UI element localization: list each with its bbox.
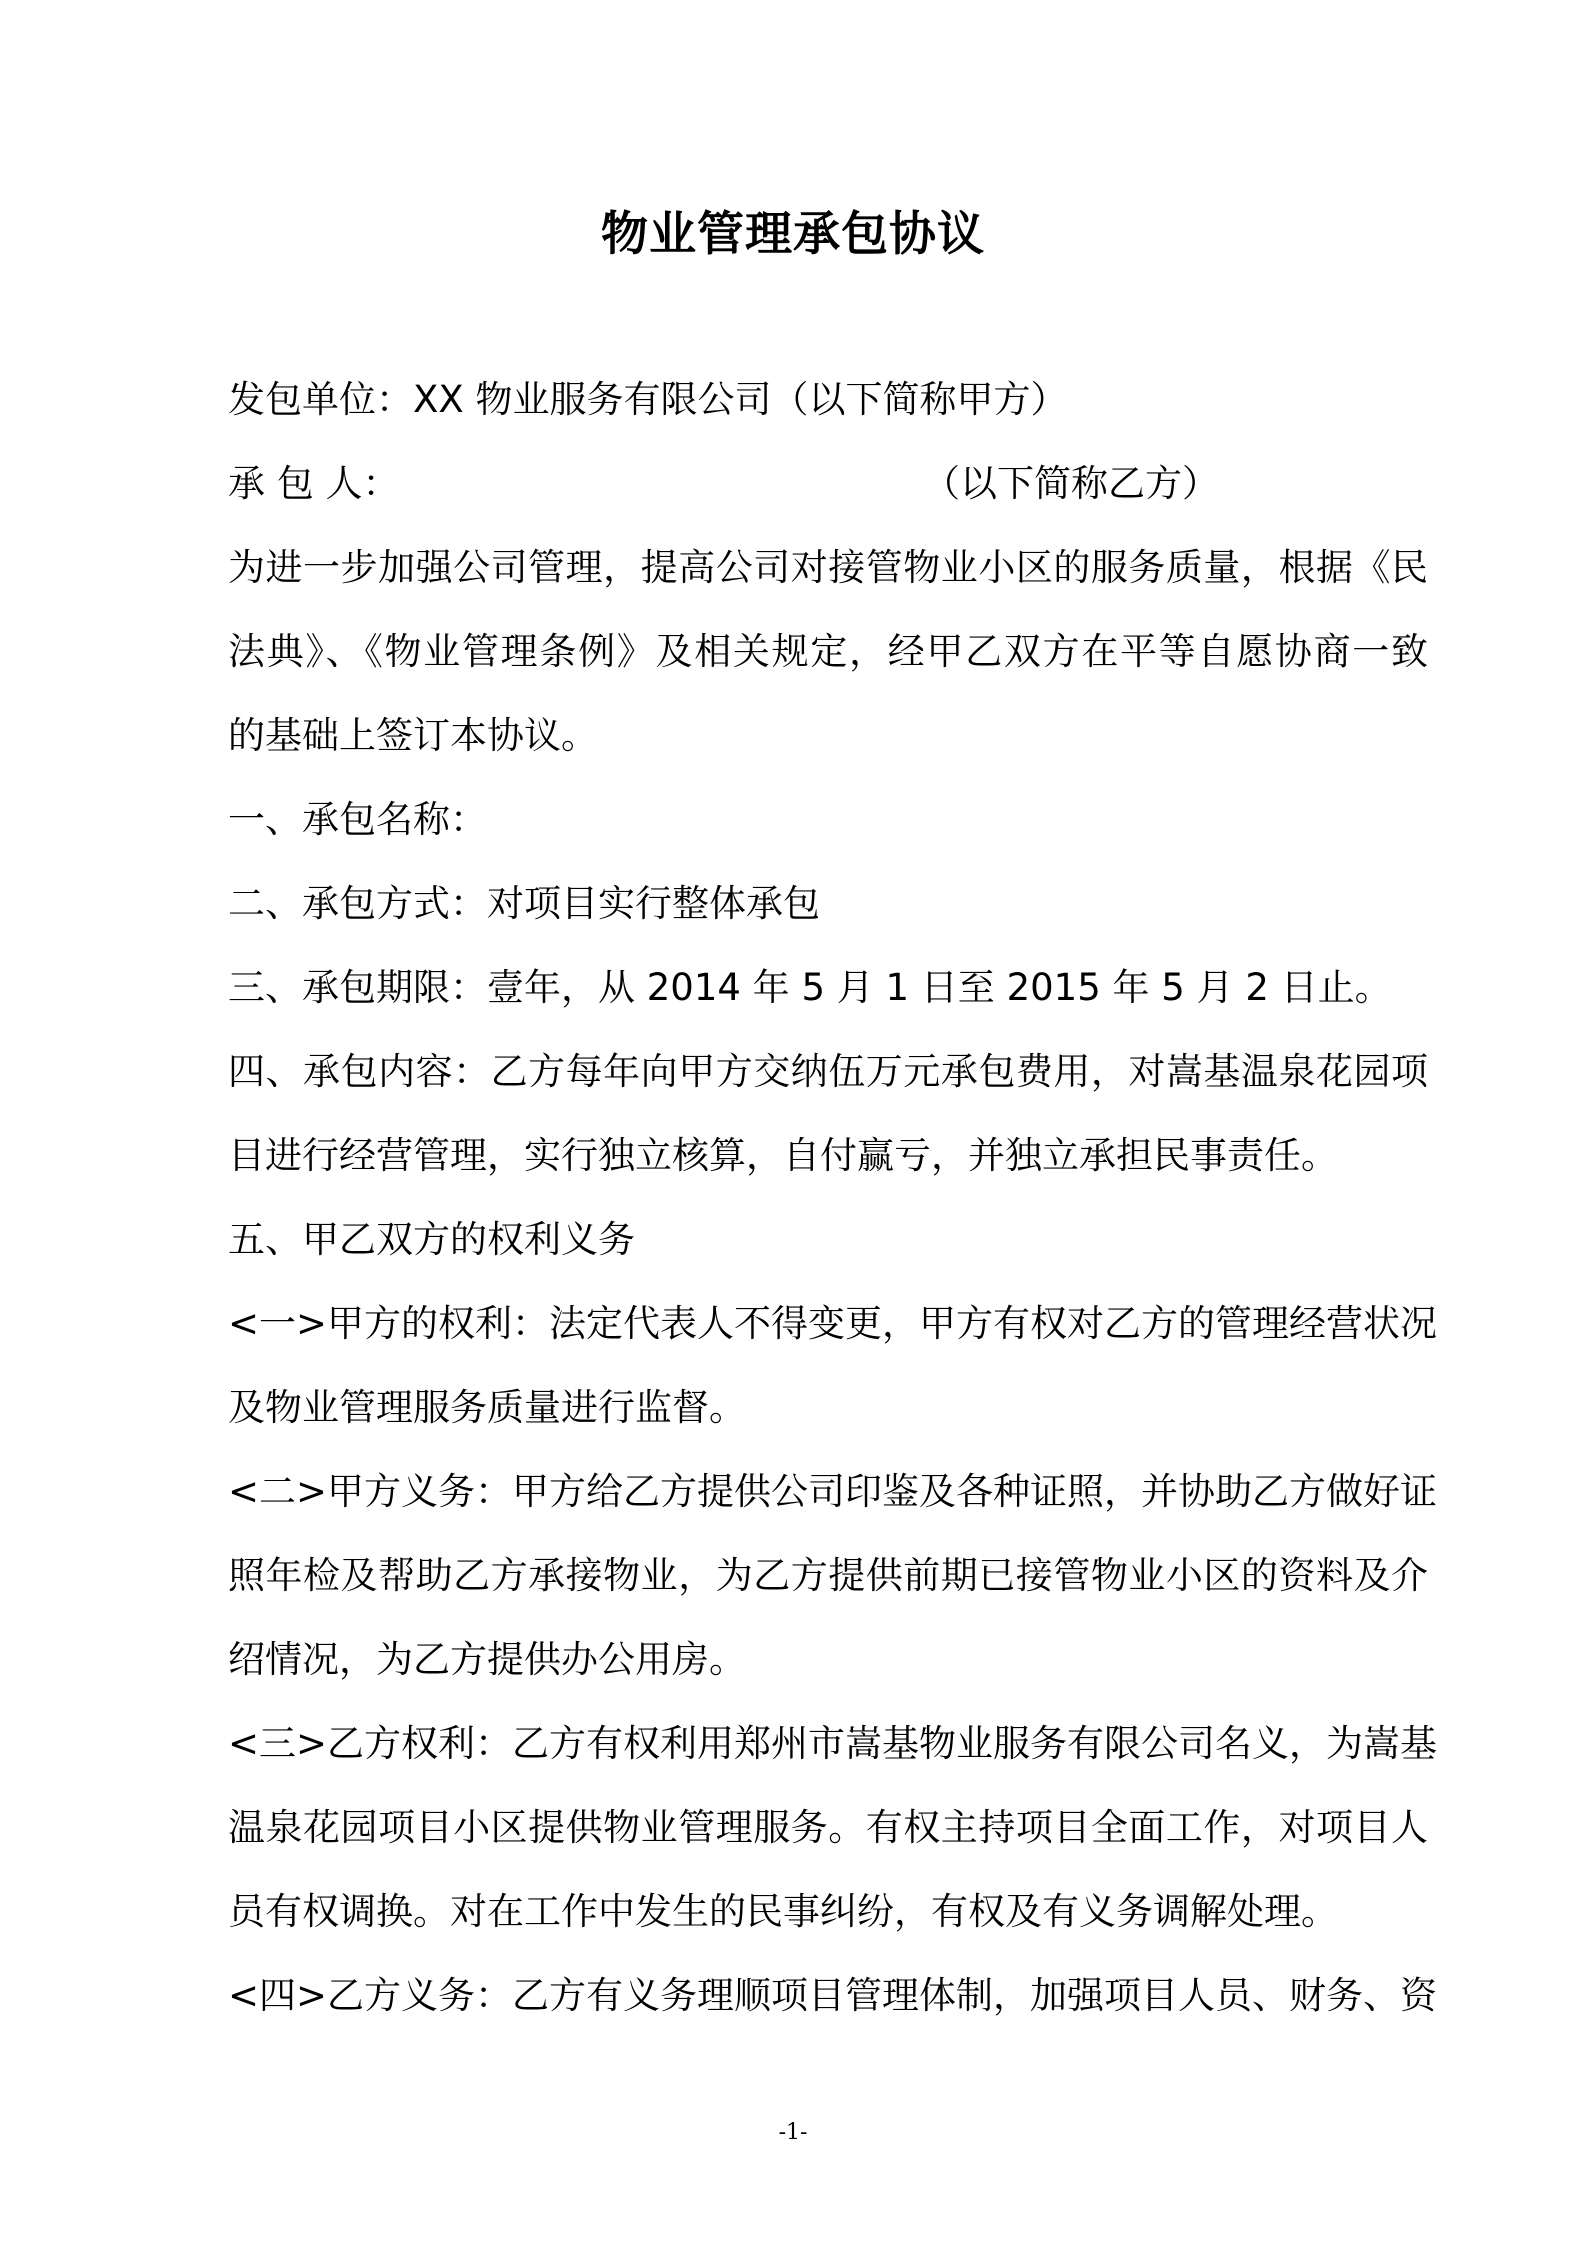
sub-clause-3-line: 温泉花园项目小区提供物业管理服务。有权主持项目全面工作，对项目人 bbox=[228, 1806, 1428, 1849]
contractor-line bbox=[228, 442, 1428, 526]
clause-5: 五、甲乙双方的权利义务 bbox=[228, 1218, 635, 1261]
sub-clause-2-line: <二>甲方义务：甲方给乙方提供公司印鉴及各种证照，并协助乙方做好证 bbox=[228, 1470, 1438, 1513]
sub-clause-2-line: 绍情况，为乙方提供办公用房。 bbox=[228, 1638, 746, 1681]
clause-4-line: 四、承包内容：乙方每年向甲方交纳伍万元承包费用，对嵩基温泉花园项 bbox=[228, 1050, 1428, 1093]
contractor-label: 承 包 人： bbox=[228, 462, 400, 505]
document-title: 物业管理承包协议 bbox=[601, 207, 985, 262]
page-number: -1- bbox=[778, 2120, 808, 2145]
sub-clause-1-line: 及物业管理服务质量进行监督。 bbox=[228, 1386, 746, 1429]
sub-clause-2 bbox=[228, 1450, 1438, 1702]
sub-clause-3 bbox=[228, 1702, 1438, 1954]
document-body bbox=[228, 358, 1438, 2038]
issuer-line: 发包单位：XX 物业服务有限公司（以下简称甲方） bbox=[228, 378, 1068, 421]
sub-clause-3-line: 员有权调换。对在工作中发生的民事纠纷，有权及有义务调解处理。 bbox=[228, 1890, 1338, 1933]
clause-2: 二、承包方式：对项目实行整体承包 bbox=[228, 882, 820, 925]
intro-line: 法典》、《物业管理条例》及相关规定，经甲乙双方在平等自愿协商一致 bbox=[228, 630, 1428, 673]
sub-clause-1 bbox=[228, 1282, 1438, 1450]
intro-paragraph bbox=[228, 526, 1428, 778]
sub-clause-4 bbox=[228, 1954, 1438, 2038]
sub-clause-4-line: <四>乙方义务：乙方有义务理顺项目管理体制，加强项目人员、财务、资 bbox=[228, 1974, 1438, 2017]
clause-4-line: 目进行经营管理，实行独立核算，自付赢亏，并独立承担民事责任。 bbox=[228, 1134, 1338, 1177]
sub-clause-2-line: 照年检及帮助乙方承接物业，为乙方提供前期已接管物业小区的资料及介 bbox=[228, 1554, 1428, 1597]
clause-1: 一、承包名称： bbox=[228, 798, 487, 841]
intro-line: 的基础上签订本协议。 bbox=[228, 714, 598, 757]
sub-clause-3-line: <三>乙方权利：乙方有权利用郑州市嵩基物业服务有限公司名义，为嵩基 bbox=[228, 1722, 1438, 1765]
sub-clause-1-line: <一>甲方的权利：法定代表人不得变更，甲方有权对乙方的管理经营状况 bbox=[228, 1302, 1438, 1345]
clause-3: 三、承包期限：壹年，从 2014 年 5 月 1 日至 2015 年 5 月 2 日止。 bbox=[228, 966, 1392, 1009]
clause-4 bbox=[228, 1030, 1428, 1198]
intro-line: 为进一步加强公司管理，提高公司对接管物业小区的服务质量，根据《民 bbox=[228, 546, 1428, 589]
contractor-note: （以下简称乙方） bbox=[923, 462, 1219, 505]
